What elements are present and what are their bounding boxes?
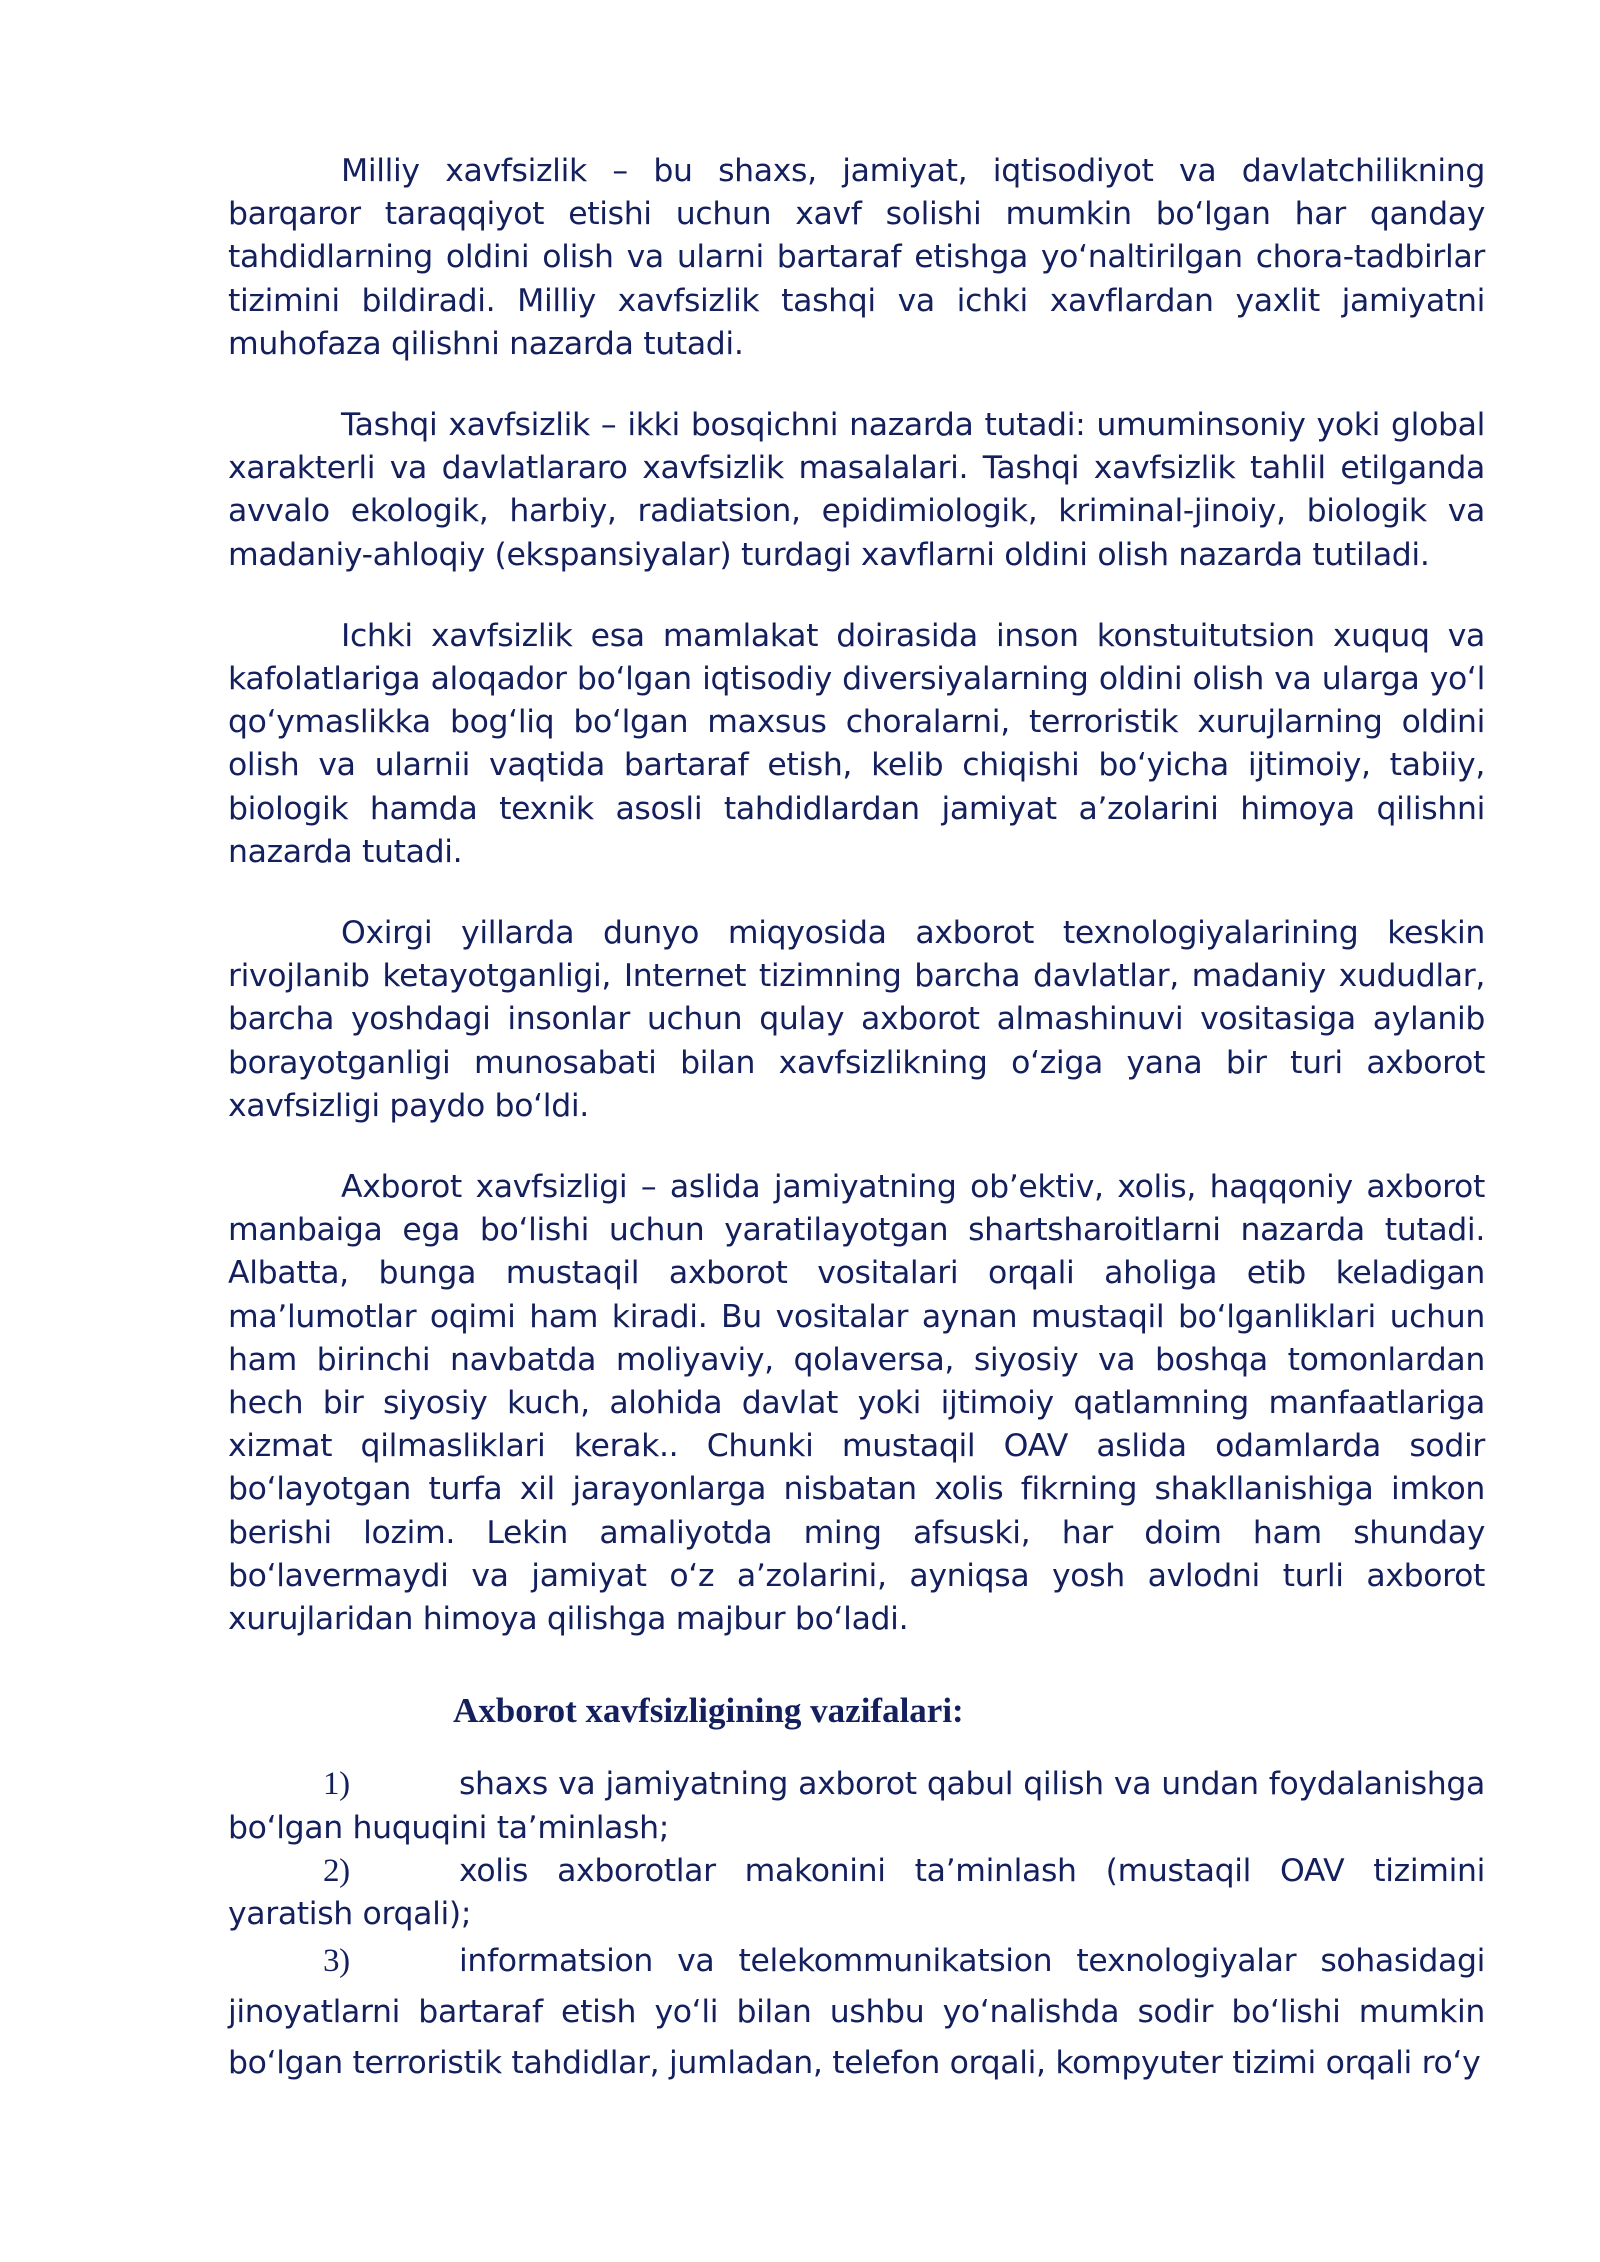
tasks-list bbox=[228, 1763, 1485, 2089]
paragraph-tashqi-xavfsizlik: Tashqi xavfsizlik – ikki bosqichni nazarda tutadi: umuminsoniy yoki global xarakterli va davlatlararo xavfsizlik masalalari. Tashqi xavfsizlik tahlil etilganda avvalo ekologik, harbiy, radiatsion, epidimiologik, kriminal-jinoiy, biologik va madaniy-ahloqiy (ekspansiyalar) turdagi xavflarni oldini olish nazarda tutiladi. bbox=[228, 407, 1485, 573]
list-item bbox=[228, 1763, 1485, 1849]
document-page bbox=[228, 150, 1485, 2089]
paragraph-ichki-xavfsizlik: Ichki xavfsizlik esa mamlakat doirasida inson konstuitutsion xuquq va kafolatlariga aloqador boʻlgan iqtisodiy diversiyalarning oldini olish va ularga yoʻl qoʻymaslikka bogʻliq boʻlgan maxsus choralarni, terroristik xurujlarning oldini olish va ularnii vaqtida bartaraf etish, kelib chiqishi boʻyicha ijtimoiy, tabiiy, biologik hamda texnik asosli tahdidlardan jamiyat aʼzolarini himoya qilishni nazarda tutadi. bbox=[228, 617, 1485, 870]
paragraph-axborot-texnologiyalari: Oxirgi yillarda dunyo miqyosida axborot texnologiyalarining keskin rivojlanib ketayotganligi, Internet tizimning barcha davlatlar, madaniy xududlar, barcha yoshdagi insonlar uchun qulay axborot almashinuvi vositasiga aylanib borayotganligi munosabati bilan xavfsizlikning oʻziga yana bir turi axborot xavfsizligi paydo boʻldi. bbox=[228, 915, 1485, 1124]
section-heading: Axborot xavfsizligining vazifalari: bbox=[453, 1691, 964, 1731]
paragraph-axborot-xavfsizligi: Axborot xavfsizligi – aslida jamiyatning obʼektiv, xolis, haqqoniy axborot manbaiga ega boʻlishi uchun yaratilayotgan shartsharoitlarni nazarda tutadi. Albatta, bunga mustaqil axborot vositalari orqali aholiga etib keladigan maʼlumotlar oqimi ham kiradi. Bu vositalar aynan mustaqil boʻlganliklari uchun ham birinchi navbatda moliyaviy, qolaversa, siyosiy va boshqa tomonlardan hech bir siyosiy kuch, alohida davlat yoki ijtimoiy qatlamning manfaatlariga xizmat qilmasliklari kerak.. Chunki mustaqil OAV aslida odamlarda sodir boʻlayotgan turfa xil jarayonlarga nisbatan xolis fikrning shakllanishiga imkon berishi lozim. Lekin amaliyotda ming afsuski, har doim ham shunday boʻlavermaydi va jamiyat oʻz aʼzolarini, ayniqsa yosh avlodni turli axborot xurujlaridan himoya qilishga majbur boʻladi. bbox=[228, 1169, 1485, 1638]
list-item-text: xolis axborotlar makonini taʼminlash (mustaqil OAV tizimini yaratish orqali); bbox=[228, 1852, 1485, 1932]
list-item-number: 3) bbox=[323, 1943, 350, 1980]
list-item-number: 2) bbox=[323, 1852, 350, 1889]
list-item bbox=[228, 1850, 1485, 1936]
list-item-text: shaxs va jamiyatning axborot qabul qilish va undan foydalanishga boʻlgan huquqini taʼminlash; bbox=[228, 1766, 1485, 1846]
paragraph-milliy-xavfsizlik: Milliy xavfsizlik – bu shaxs, jamiyat, iqtisodiyot va davlatchilikning barqaror taraqqiyot etishi uchun xavf solishi mumkin boʻlgan har qanday tahdidlarning oldini olish va ularni bartaraf etishga yoʻnaltirilgan chora-tadbirlar tizimini bildiradi. Milliy xavfsizlik tashqi va ichki xavflardan yaxlit jamiyatni muhofaza qilishni nazarda tutadi. bbox=[228, 153, 1485, 362]
list-item bbox=[228, 1936, 1485, 2089]
list-item-text: informatsion va telekommunikatsion texnologiyalar sohasidagi jinoyatlarni bartaraf etish yoʻli bilan ushbu yoʻnalishda sodir boʻlishi mumkin boʻlgan terroristik tahdidlar, jumladan, telefon orqali, kompyuter tizimi orqali roʻy bbox=[228, 1943, 1485, 2082]
list-item-number: 1) bbox=[323, 1766, 350, 1803]
